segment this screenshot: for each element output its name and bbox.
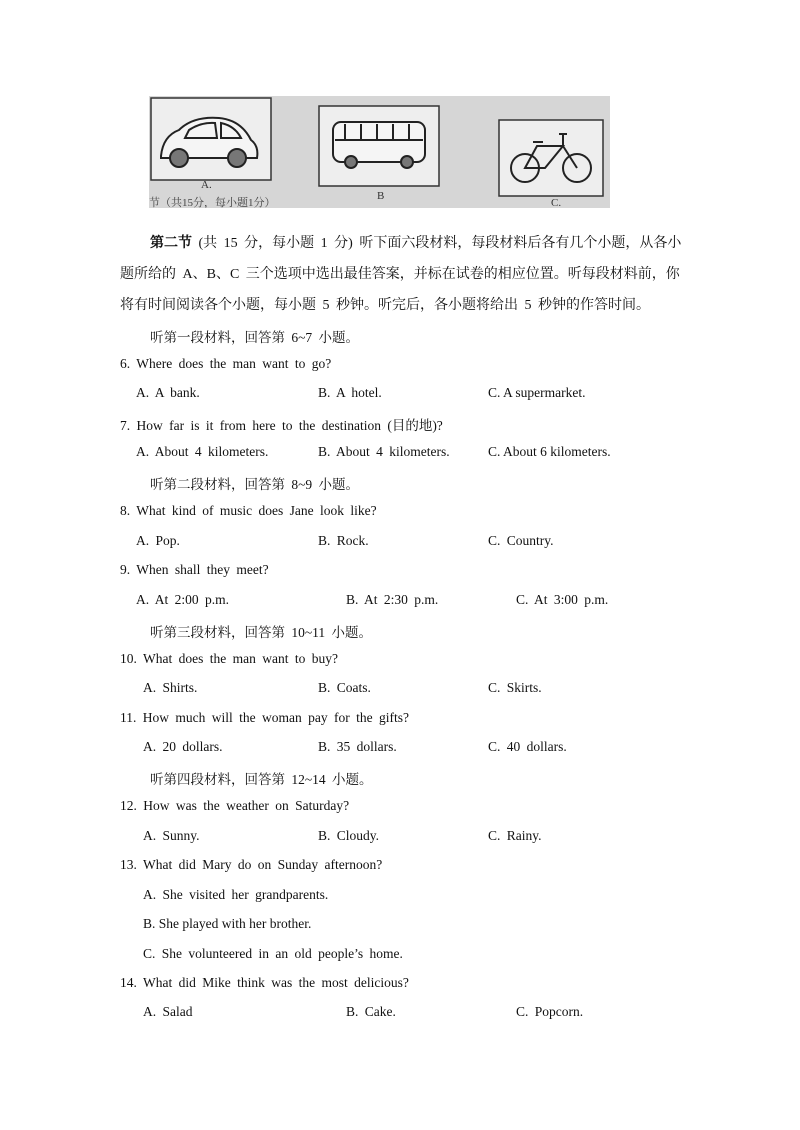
q13-option-b: B. She played with her brother. xyxy=(143,916,312,931)
section-intro-line-1 xyxy=(150,232,681,252)
q6-option-c: C. A supermarket. xyxy=(488,385,586,400)
q11-option-b: B. 35 dollars. xyxy=(318,739,397,754)
q13-option-c: C. She volunteered in an old people’s home. xyxy=(143,946,403,961)
section-intro-line-2: 题所给的 A、B、C 三个选项中选出最佳答案，并标在试卷的相应位置。听每段材料前，你 xyxy=(120,267,680,282)
q12-option-a: A. Sunny. xyxy=(143,828,200,843)
question-8: 8. What kind of music does Jane look like? xyxy=(120,503,377,518)
vehicle-picture-strip xyxy=(149,96,610,208)
q6-option-b: B. A hotel. xyxy=(318,385,382,400)
q9-option-c: C. At 3:00 p.m. xyxy=(516,592,609,607)
q14-option-c: C. Popcorn. xyxy=(516,1004,584,1019)
instruction-4: 听第四段材料，回答第 12~14 小题。 xyxy=(150,772,373,787)
q11-option-a: A. 20 dollars. xyxy=(143,739,223,754)
q12-option-b: B. Cloudy. xyxy=(318,828,380,843)
image-label-c: C. xyxy=(551,197,562,208)
q8-option-a: A. Pop. xyxy=(136,533,180,548)
question-7: 7. How far is it from here to the destination (目的地)? xyxy=(120,418,443,433)
question-9: 9. When shall they meet? xyxy=(120,562,269,577)
q8-option-b: B. Rock. xyxy=(318,533,369,548)
q10-option-b: B. Coats. xyxy=(318,680,371,695)
q14-option-a: A. Salad xyxy=(143,1004,193,1019)
image-label-b: B xyxy=(377,190,385,202)
q11-option-c: C. 40 dollars. xyxy=(488,739,567,754)
q10-option-a: A. Shirts. xyxy=(143,680,198,695)
image-caption-fragment: 节（共15分，每小题1分） xyxy=(149,197,276,208)
q7-option-a: A. About 4 kilometers. xyxy=(136,444,269,459)
section-text-1: (共 15 分，每小题 1 分) 听下面六段材料，每段材料后各有几个小题，从各小 xyxy=(192,236,682,251)
question-14: 14. What did Mike think was the most delicious? xyxy=(120,975,409,990)
q12-option-c: C. Rainy. xyxy=(488,828,542,843)
bus-icon xyxy=(333,122,425,168)
question-13: 13. What did Mary do on Sunday afternoon? xyxy=(120,857,383,872)
q9-option-a: A. At 2:00 p.m. xyxy=(136,592,230,607)
instruction-2: 听第二段材料，回答第 8~9 小题。 xyxy=(150,477,360,492)
instruction-3: 听第三段材料，回答第 10~11 小题。 xyxy=(150,625,373,640)
q14-option-b: B. Cake. xyxy=(346,1004,396,1019)
q9-option-b: B. At 2:30 p.m. xyxy=(346,592,439,607)
vehicle-illustrations xyxy=(149,96,610,208)
section-intro-line-3: 将有时间阅读各个小题，每小题 5 秒钟。听完后，各小题将给出 5 秒钟的作答时间。 xyxy=(120,298,650,313)
question-12: 12. How was the weather on Saturday? xyxy=(120,798,350,813)
section-heading: 第二节 xyxy=(150,236,192,251)
q6-option-a: A. A bank. xyxy=(136,385,200,400)
question-6: 6. Where does the man want to go? xyxy=(120,356,332,371)
question-11: 11. How much will the woman pay for the gifts? xyxy=(120,710,409,725)
q10-option-c: C. Skirts. xyxy=(488,680,542,695)
instruction-1: 听第一段材料，回答第 6~7 小题。 xyxy=(150,330,360,345)
image-label-a: A. xyxy=(201,179,212,191)
q7-option-b: B. About 4 kilometers. xyxy=(318,444,450,459)
q8-option-c: C. Country. xyxy=(488,533,554,548)
q7-option-c: C. About 6 kilometers. xyxy=(488,444,611,459)
q13-option-a: A. She visited her grandparents. xyxy=(143,887,329,902)
question-10: 10. What does the man want to buy? xyxy=(120,651,338,666)
